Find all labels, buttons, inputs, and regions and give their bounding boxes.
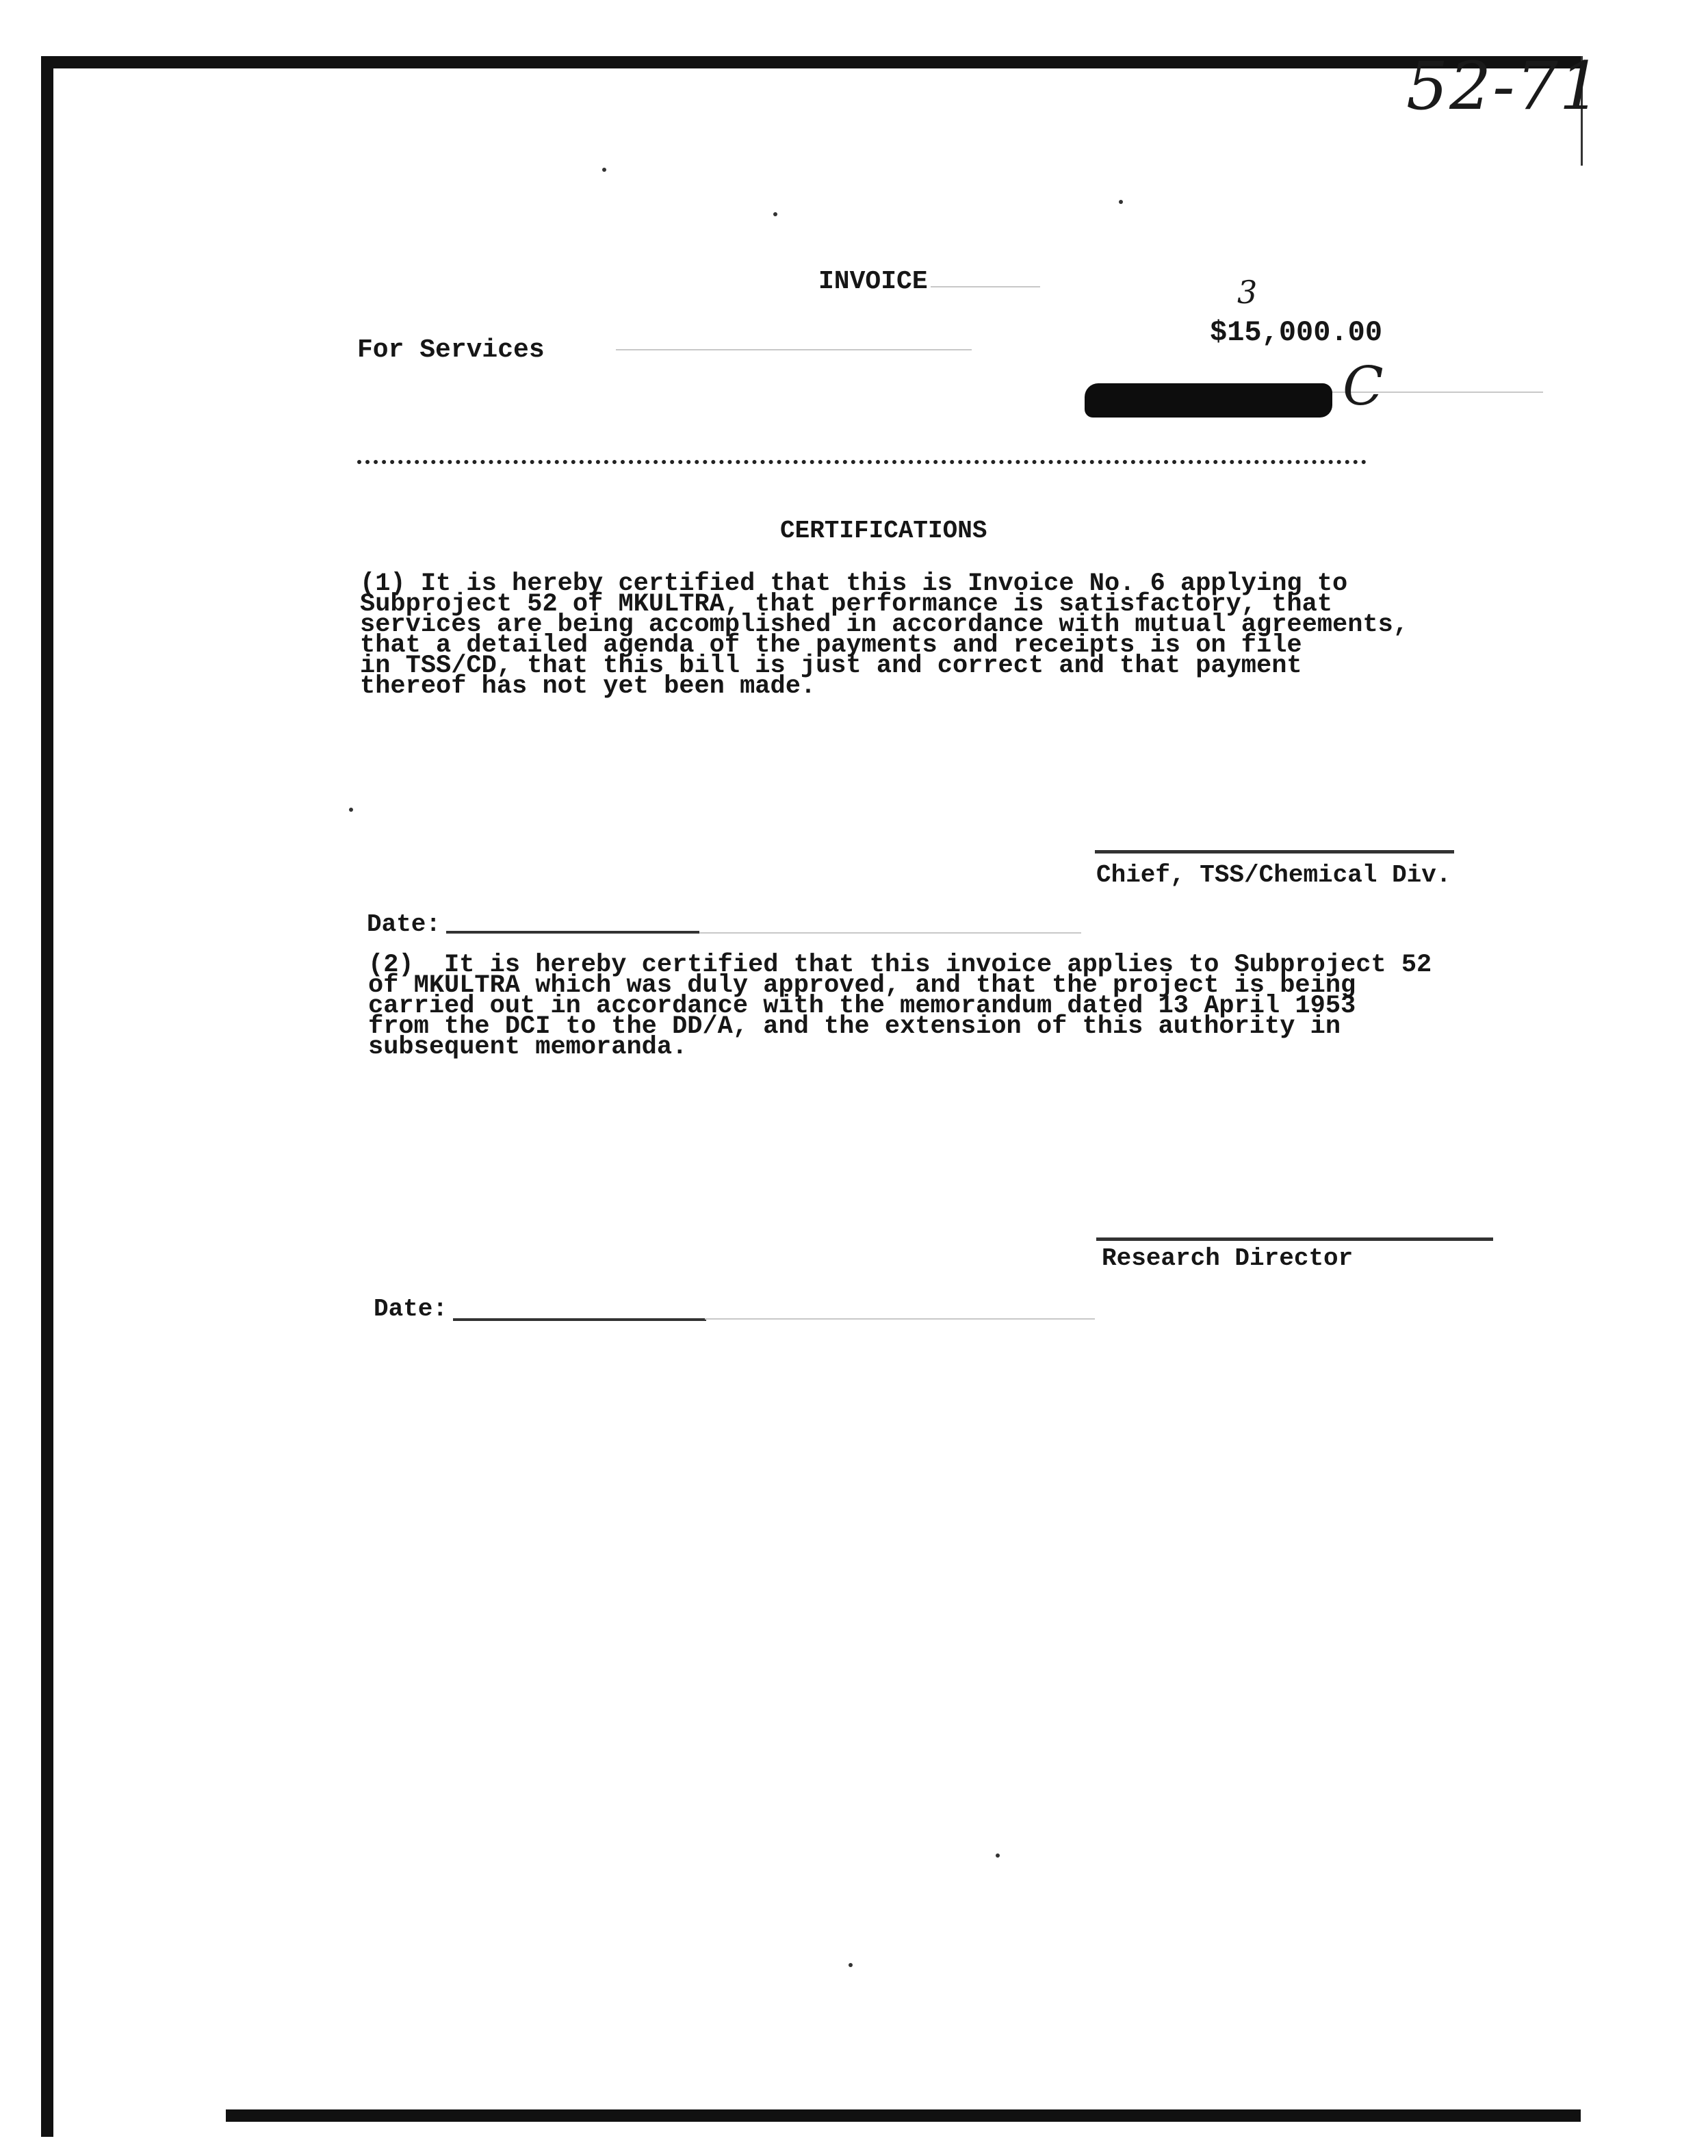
paragraph-line: services are being accomplished in accordance with mutual agreements, — [360, 611, 1409, 639]
date-2-line[interactable] — [453, 1318, 706, 1321]
paragraph-line: (1) It is hereby certified that this is Invoice No. 6 applying to — [360, 569, 1348, 598]
dashed-separator — [357, 460, 1367, 464]
certification-paragraph-1 — [360, 569, 1409, 701]
faint-rule — [931, 286, 1040, 287]
certification-paragraph-2 — [368, 951, 1432, 1062]
date-1-line[interactable] — [446, 931, 699, 934]
invoice-amount: $15,000.00 — [1210, 316, 1383, 349]
signature-line-1 — [1095, 850, 1454, 854]
scan-speck — [849, 1963, 853, 1967]
scan-border-top — [41, 56, 1581, 68]
scan-speck — [602, 168, 606, 172]
paragraph-line: carried out in accordance with the memorandum dated 13 April 1953 — [368, 992, 1356, 1021]
paragraph-line: from the DCI to the DD/A, and the extension of this authority in — [368, 1012, 1341, 1041]
signature-2-title: Research Director — [1102, 1244, 1354, 1272]
scan-border-bottom — [226, 2109, 1581, 2122]
signature-1-title: Chief, TSS/Chemical Div. — [1096, 861, 1451, 889]
paragraph-line: (2) It is hereby certified that this invoice applies to Subproject 52 — [368, 951, 1432, 979]
handwritten-mark: C — [1343, 356, 1384, 418]
date-1-label: Date: — [367, 910, 441, 938]
faint-rule — [684, 932, 1081, 934]
scan-border-left — [41, 56, 53, 2137]
signature-line-2 — [1096, 1237, 1493, 1241]
scan-speck — [349, 808, 353, 812]
services-label: For Services — [357, 335, 545, 365]
paragraph-line: of MKULTRA which was duly approved, and that the project is being — [368, 971, 1356, 1000]
paragraph-line: subsequent memoranda. — [368, 1033, 688, 1062]
paragraph-line: in TSS/CD, that this bill is just and correct and that payment — [360, 652, 1302, 680]
certifications-title: CERTIFICATIONS — [780, 517, 987, 545]
scan-speck — [773, 212, 777, 216]
handwritten-amount-correction: 3 — [1237, 274, 1258, 311]
handwritten-file-number: 52-71 — [1406, 48, 1603, 125]
faint-rule — [616, 349, 972, 350]
paragraph-line: Subproject 52 of MKULTRA, that performance is satisfactory, that — [360, 590, 1333, 619]
redaction-block — [1085, 383, 1332, 418]
scan-speck — [1119, 200, 1123, 204]
paragraph-line: that a detailed agenda of the payments and receipts is on file — [360, 631, 1302, 660]
paragraph-line: thereof has not yet been made. — [360, 672, 816, 701]
scan-speck — [996, 1853, 1000, 1858]
invoice-title: INVOICE — [818, 267, 928, 296]
date-2-label: Date: — [374, 1295, 448, 1323]
faint-rule — [705, 1318, 1095, 1320]
